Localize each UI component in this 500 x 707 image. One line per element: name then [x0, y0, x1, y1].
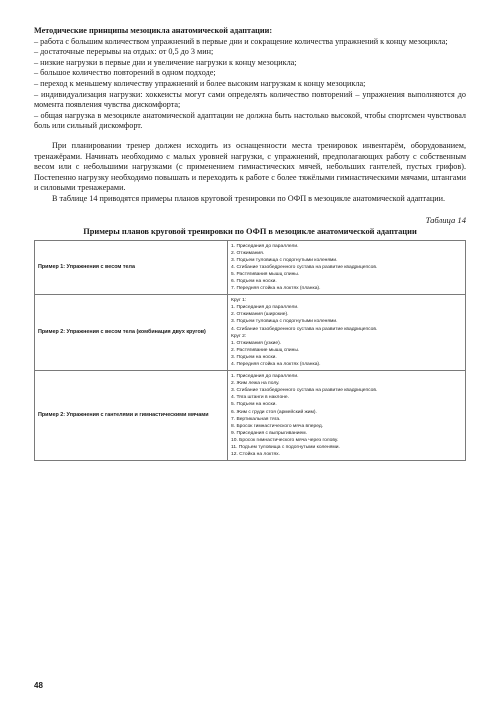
intro-title: Методические принципы мезоцикла анатомической адаптации: — [34, 26, 273, 35]
exercise-item: 7. Передняя стойка на локтях (планка). — [231, 286, 321, 292]
exercise-item: 3. Подъем туловища с подогнутыми коленями. — [231, 257, 338, 263]
exercise-item: 1. Приседания до параллели. — [231, 305, 299, 311]
exercise-item: 11. Подъем туловища с подогнутыми коленями. — [231, 445, 340, 451]
exercise-item: 3. Подъем туловища с подогнутыми коленями. — [231, 319, 338, 325]
page-content — [34, 26, 466, 461]
exercise-item: 3. Подъем на носки. — [231, 354, 277, 360]
principle-item: – достаточные перерывы на отдых: от 0,5 до 3 мин; — [34, 47, 214, 57]
table-title: Примеры планов круговой тренировки по ОФП в мезоцикле анатомической адаптации — [83, 226, 417, 236]
table-row — [35, 371, 466, 461]
exercise-item: 2. Жим лежа на полу. — [231, 381, 280, 387]
exercise-item: 8. Бросок гимнастического мяча вперед. — [231, 423, 324, 429]
exercise-item: 5. Растягивания мышц спины. — [231, 271, 300, 277]
page-number: 48 — [34, 681, 43, 690]
plan-items-cell — [228, 295, 466, 371]
principle-item: – общая нагрузка в мезоцикле анатомической адаптации не должна быть настолько высокой, чтобы спортсмен чувствовал боль или сильный дискомфорт. — [34, 110, 466, 131]
training-plans-table — [34, 240, 466, 462]
exercise-item: 4. Сгибание тазобедренного сустава на развитие квадрицепсов. — [231, 264, 378, 270]
exercise-item: 6. Жим с груди стоя (армейский жим). — [231, 409, 317, 415]
plan-name-cell: Пример 2: Упражнения с гантелями и гимнастическими мячами — [35, 371, 228, 461]
exercise-item: 7. Вертикальная тяга. — [231, 416, 281, 422]
exercise-item: Круг 2: — [231, 333, 247, 339]
principle-item: – переход к меньшему количеству упражнений и более высоким нагрузкам к концу мезоцикла; — [34, 78, 366, 88]
exercise-item: 1. Приседания до параллели. — [231, 374, 299, 380]
exercise-item: 4. Сгибание тазобедренного сустава на развитие квадрицепсов. — [231, 326, 378, 332]
exercise-item: 10. Бросок гимнастического мяча через голову. — [231, 437, 339, 443]
body-paragraph: В таблице 14 приводятся примеры планов круговой тренировки по ОФП в мезоцикле анатомической адаптации. — [52, 193, 446, 203]
exercise-item: 3. Сгибание тазобедренного сустава на развитие квадрицепсов. — [231, 388, 378, 394]
principles-list — [34, 37, 466, 132]
body-paragraph: При планировании тренер должен исходить из оснащенности места тренировок инвентарём, оборудованием, тренажёрами. Начинать необходимо с малых уровней нагрузки, с упражнений, предполагающих работу с собственным весом или с небольшими нагрузками (с применением гимнастических мячей, небольших гантелей, пустых грифов). Постепенно нагрузку необходимо повышать и переходить к работе с более тяжёлыми гимнастическими мячами, штангами и силовыми тренажерами. — [34, 140, 466, 193]
exercise-item: 2. Растягивание мышц спины. — [231, 347, 300, 353]
exercise-item: 4. Передняя стойка на локтях (планка). — [231, 362, 321, 367]
exercise-item: 6. Подъем на носки. — [231, 278, 277, 284]
exercise-item: 12. Стойка на локтях. — [231, 452, 280, 458]
principle-item: – низкие нагрузки в первые дни и увеличение нагрузки к концу мезоцикла; — [34, 57, 297, 67]
exercise-item: 9. Приседания с выпрыгиванием. — [231, 430, 307, 436]
exercise-item: 2. Отжимания. — [231, 250, 265, 256]
plan-name-cell: Пример 1: Упражнения с весом тела — [35, 240, 228, 295]
table-row — [35, 240, 466, 295]
plan-items-cell — [228, 240, 466, 295]
table-row — [35, 295, 466, 371]
exercise-item: 5. Подъем на носки. — [231, 402, 277, 408]
plan-name-cell: Пример 2: Упражнения с весом тела (комбинация двух кругов) — [35, 295, 228, 371]
exercise-item: 1. Приседания до параллели. — [231, 243, 299, 249]
principle-item: – работа с большим количеством упражнений в первые дни и сокращение количества упражнений к концу мезоцикла; — [34, 36, 448, 46]
plan-items-cell — [228, 371, 466, 461]
exercise-item: 2. Отжимания (широкие). — [231, 312, 289, 318]
principle-item: – индивидуализация нагрузки: хоккеисты могут сами определять количество повторений – упражнения выполняются до момента появления чувства дискомфорта; — [34, 89, 466, 110]
exercise-item: 4. Тяга штанги в наклоне. — [231, 395, 289, 401]
exercise-item: 1. Отжимания (узкие). — [231, 340, 282, 346]
table-label: Таблица 14 — [425, 214, 466, 225]
exercise-item: Круг 1: — [231, 298, 247, 304]
principle-item: – большое количество повторений в одном подходе; — [34, 68, 216, 78]
